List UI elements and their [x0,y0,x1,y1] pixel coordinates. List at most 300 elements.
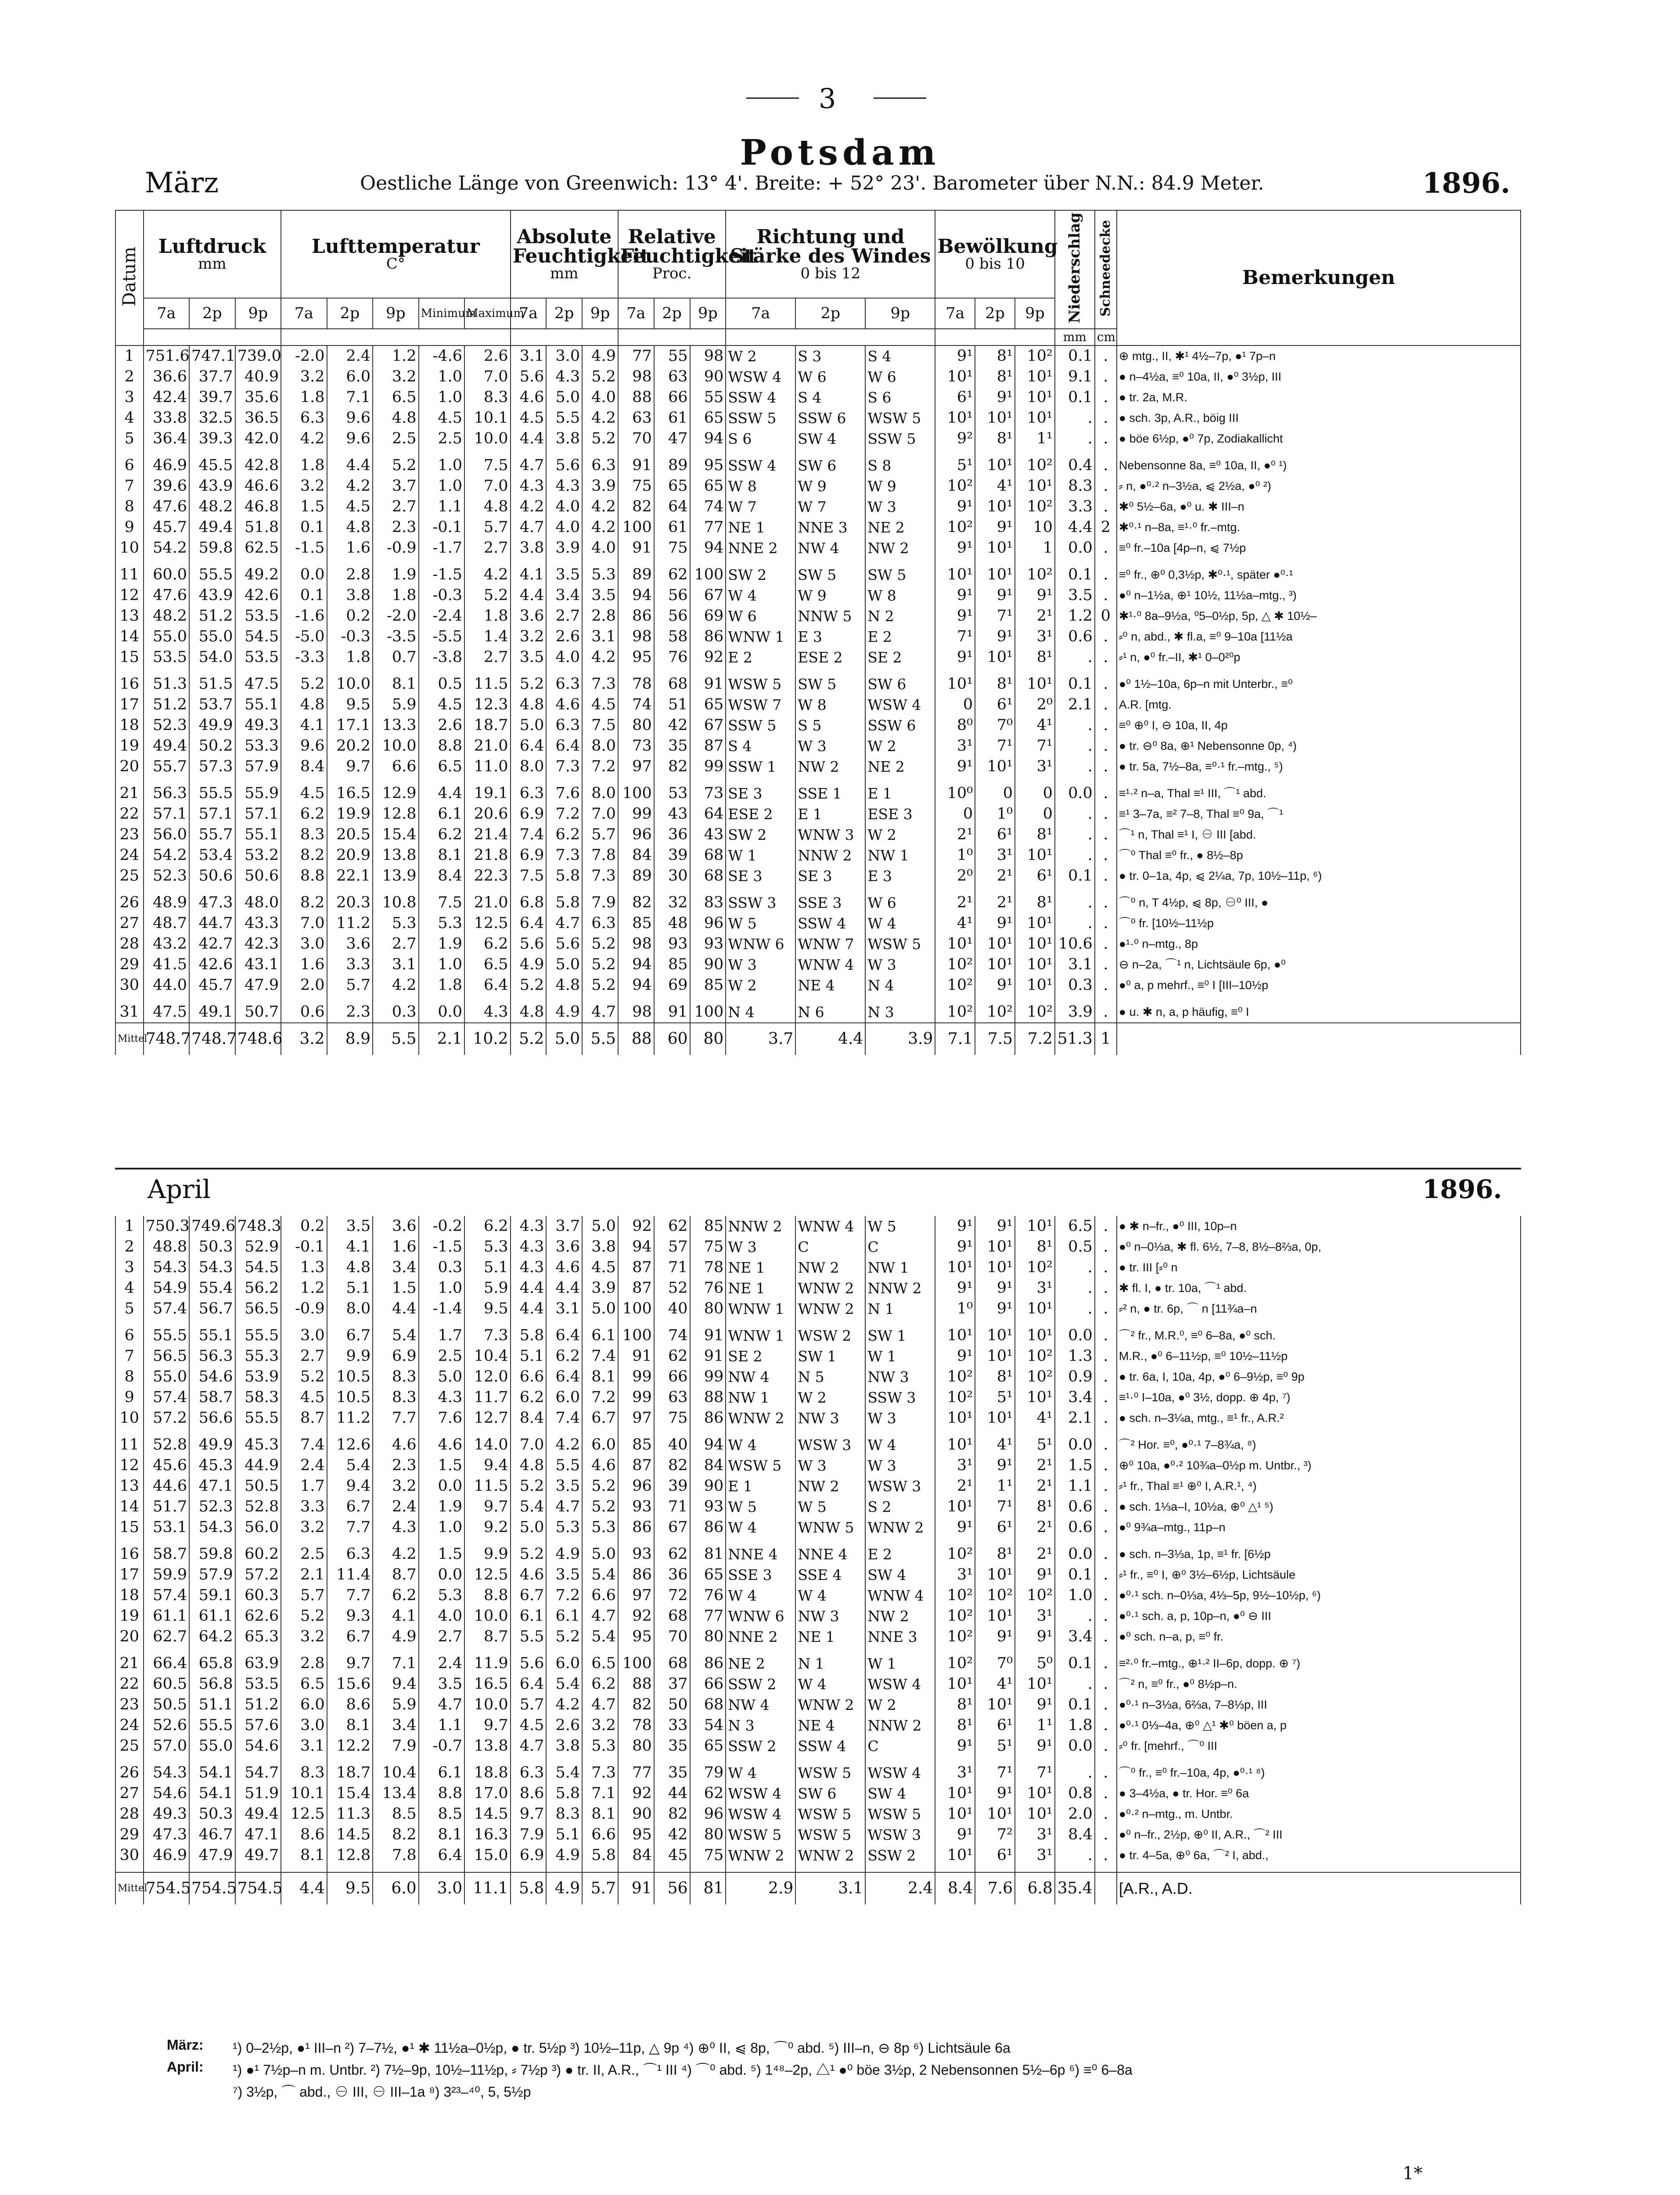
pressure-cell: 40.9 [235,367,281,387]
pressure-cell: 51.9 [235,1783,281,1804]
remarks-cell: ⌒² fr., M.R.⁰, ≡⁰ 6–8a, ●⁰ sch. [1117,1325,1521,1346]
rel-humidity-cell: 77 [690,517,726,538]
wind-cell: SW 2 [726,565,795,585]
wind-cell: W 9 [795,476,865,497]
table-row [115,674,1521,694]
pressure-cell: 55.9 [235,783,281,804]
date-cell: 13 [115,606,144,626]
rel-humidity-cell: 82 [654,1455,690,1476]
abs-humidity-cell: 6.9 [511,1845,547,1872]
cloud-cell: 9¹ [1015,1736,1055,1763]
cloud-cell: 3¹ [1015,1824,1055,1845]
wind-cell: SSW 2 [726,1736,795,1763]
pressure-cell: 50.3 [189,1804,235,1824]
temperature-cell: 2.7 [464,538,511,565]
temperature-cell: -2.0 [281,345,327,367]
rel-humidity-cell: 98 [618,367,654,387]
cloud-cell: 7¹ [935,626,975,647]
mean-row [115,1872,1521,1904]
abs-humidity-cell: 6.7 [582,1408,618,1435]
temperature-cell: 2.5 [373,428,418,455]
temperature-cell: 13.8 [464,1736,511,1763]
snow-cell: . [1095,408,1117,428]
table-row [115,1695,1521,1715]
temperature-cell: 5.1 [327,1278,373,1299]
temperature-cell: 1.3 [281,1257,327,1278]
abs-humidity-cell: 4.2 [546,1435,582,1455]
snow-cell: . [1095,538,1117,565]
precipitation-cell: 0.1 [1055,674,1095,694]
remarks-cell: ≡⁰ ⊕⁰ I, ⊖ 10a, II, 4p [1117,715,1521,736]
snow-cell: . [1095,1606,1117,1626]
temperature-cell: 4.8 [281,694,327,715]
temperature-cell: 2.7 [419,1626,465,1653]
snow-cell: . [1095,1455,1117,1476]
abs-humidity-cell: 5.5 [546,1455,582,1476]
rel-humidity-cell: 82 [618,1695,654,1715]
temperature-cell: 8.5 [373,1804,419,1824]
remarks-cell: ● tr. 0–1a, 4p, ⩿ 2¼a, 7p, 10½–11p, ⁶) [1117,866,1521,892]
rel-humidity-cell: 64 [654,497,690,517]
wind-cell: NW 2 [795,1476,865,1497]
cloud-cell: 10¹ [1015,975,1055,1002]
rel-humidity-cell: 86 [690,1517,726,1544]
pressure-cell: 48.9 [144,892,189,913]
observation-table-april [115,1216,1521,1904]
cloud-cell: 9¹ [935,538,975,565]
rel-humidity-cell: 91 [690,1346,726,1367]
wind-cell: WSW 3 [795,1435,865,1455]
cloud-cell: 10² [935,1585,975,1606]
mean-remarks: [A.R., A.D. [1117,1872,1521,1904]
abs-humidity-cell: 5.2 [511,975,547,1002]
wind-cell: WNW 4 [795,954,865,975]
observation-table-march [115,210,1521,1055]
cloud-cell: 10¹ [975,1346,1015,1367]
cloud-cell: 10² [1015,345,1055,367]
temperature-cell: 2.0 [281,975,327,1002]
rel-humidity-cell: 65 [690,408,726,428]
pressure-cell: 55.5 [189,565,235,585]
rel-humidity-cell: 92 [690,647,726,674]
mean-cloud: 8.4 [935,1872,975,1904]
temperature-cell: 1.2 [281,1278,327,1299]
rel-humidity-cell: 95 [690,455,726,476]
rel-humidity-cell: 96 [690,913,726,934]
pressure-cell: 52.6 [144,1715,190,1736]
rel-humidity-cell: 32 [654,892,690,913]
abs-humidity-cell: 6.1 [582,1325,618,1346]
cloud-cell: 10¹ [1015,1325,1055,1346]
temperature-cell: 6.5 [464,954,511,975]
precipitation-cell: 8.3 [1055,476,1095,497]
year-label: 1896. [1422,167,1511,200]
temperature-cell: 2.7 [373,934,418,954]
date-cell: 5 [115,428,144,455]
abs-humidity-cell: 4.7 [511,517,547,538]
temperature-cell: 1.8 [281,387,327,408]
table-row [115,1626,1521,1653]
mean-temperature: 9.5 [327,1872,373,1904]
temperature-cell: 8.3 [373,1367,419,1387]
temperature-cell: 18.7 [464,715,511,736]
date-cell: 28 [115,934,144,954]
temperature-cell: 0.1 [281,585,327,606]
temperature-cell: -0.7 [419,1736,465,1763]
temperature-cell: 3.1 [373,954,418,975]
wind-cell: NW 2 [865,1606,935,1626]
abs-humidity-cell: 9.7 [511,1804,547,1824]
pressure-cell: 57.1 [144,804,189,824]
precipitation-cell: 1.8 [1055,1715,1095,1736]
remarks-cell: ●⁰ n–fr., 2½p, ⊕⁰ II, A.R., ⌒² III [1117,1824,1521,1845]
wind-cell: W 4 [726,585,795,606]
rel-humidity-cell: 80 [618,715,654,736]
abs-humidity-cell: 4.4 [511,1278,547,1299]
cloud-cell: 8¹ [975,1367,1015,1387]
precipitation-cell: 0.6 [1055,1517,1095,1544]
rel-humidity-cell: 80 [618,1736,654,1763]
abs-humidity-cell: 5.8 [546,866,582,892]
total-precipitation: 35.4 [1055,1872,1095,1904]
abs-humidity-cell: 5.2 [511,674,547,694]
remarks-cell: ●⁰ a, p mehrf., ≡⁰ I [III–10½p [1117,975,1521,1002]
pressure-cell: 57.3 [189,756,235,783]
precipitation-cell: 3.1 [1055,954,1095,975]
abs-humidity-cell: 3.8 [582,1237,618,1257]
rel-humidity-cell: 55 [690,387,726,408]
abs-humidity-cell: 6.4 [546,1367,582,1387]
cloud-cell: 10² [975,1585,1015,1606]
wind-cell: W 4 [795,1585,865,1606]
cloud-cell: 9¹ [975,517,1015,538]
mean-temperature: 10.2 [464,1023,511,1055]
temperature-cell: -3.5 [373,626,418,647]
date-cell: 14 [115,626,144,647]
pressure-cell: 52.3 [189,1497,235,1517]
pressure-cell: 53.9 [235,1367,281,1387]
rel-humidity-cell: 90 [690,1476,726,1497]
temperature-cell: 1.5 [419,1544,465,1565]
year-label-april: 1896. [1422,1174,1502,1204]
temperature-cell: 19.1 [464,783,511,804]
cloud-cell: 6¹ [975,1517,1015,1544]
temperature-cell: 2.3 [327,1002,373,1023]
wind-cell: ESE 2 [726,804,795,824]
pressure-cell: 45.7 [189,975,235,1002]
temperature-cell: 6.7 [327,1325,373,1346]
wind-cell: NNE 2 [726,538,795,565]
remarks-cell: ● sch. n–3¼a, mtg., ≡¹ fr., A.R.² [1117,1408,1521,1435]
cloud-cell: 1¹ [1015,428,1055,455]
wind-cell: W 3 [726,1237,795,1257]
temperature-cell: 9.7 [327,1653,373,1674]
rel-humidity-cell: 62 [654,565,690,585]
temperature-cell: 1.1 [419,497,464,517]
precipitation-cell: 0.1 [1055,866,1095,892]
rel-humidity-cell: 68 [690,866,726,892]
abs-humidity-cell: 7.3 [582,1763,618,1783]
rel-humidity-cell: 65 [654,476,690,497]
abs-humidity-cell: 2.6 [546,626,582,647]
table-row [115,1653,1521,1674]
mean-temperature: 3.2 [281,1023,327,1055]
temperature-cell: 7.7 [327,1517,373,1544]
snow-cell: . [1095,1695,1117,1715]
temperature-cell: -0.3 [419,585,464,606]
mean-remarks [1117,1023,1521,1055]
rel-humidity-cell: 74 [618,694,654,715]
temperature-cell: 8.2 [373,1824,419,1845]
temperature-cell: 9.6 [281,736,327,756]
cloud-cell: 9¹ [975,1299,1015,1325]
table-row [115,1565,1521,1585]
remarks-cell: ●⁰·¹ sch. n–0⅓a, 4⅓–5p, 9½–10½p, ⁶) [1117,1585,1521,1606]
temperature-cell: 2.4 [281,1455,327,1476]
table-row [115,845,1521,866]
wind-cell: S 4 [865,345,935,367]
wind-cell: SW 1 [865,1325,935,1346]
rel-humidity-cell: 75 [618,476,654,497]
wind-cell: S 5 [795,715,865,736]
wind-cell: W 4 [726,1763,795,1783]
temperature-cell: 20.2 [327,736,373,756]
pressure-cell: 57.2 [144,1408,190,1435]
wind-cell: C [865,1736,935,1763]
rel-humidity-cell: 100 [618,517,654,538]
rel-humidity-cell: 63 [654,367,690,387]
temperature-cell: 9.9 [464,1544,511,1565]
abs-humidity-cell: 5.4 [546,1763,582,1783]
table-row [115,565,1521,585]
wind-cell: WNW 5 [795,1517,865,1544]
pressure-cell: 56.0 [144,824,189,845]
pressure-cell: 56.7 [189,1299,235,1325]
temperature-cell: 2.7 [464,647,511,674]
temperature-cell: 3.6 [373,1216,419,1237]
snow-cell: . [1095,1565,1117,1585]
pressure-cell: 51.1 [189,1695,235,1715]
abs-humidity-cell: 4.3 [511,1237,547,1257]
temperature-cell: 1.5 [419,1455,465,1476]
wind-cell: WNW 3 [795,824,865,845]
wind-cell: WNW 4 [795,1216,865,1237]
abs-humidity-cell: 3.0 [546,345,582,367]
pressure-cell: 58.3 [235,1387,281,1408]
abs-humidity-cell: 4.5 [511,1715,547,1736]
wind-cell: NNW 2 [726,1216,795,1237]
temperature-cell: 6.2 [464,1216,511,1237]
pressure-cell: 46.6 [235,476,281,497]
remarks-cell: ● 3–4½a, ● tr. Hor. ≡⁰ 6a [1117,1783,1521,1804]
abs-humidity-cell: 4.2 [582,517,618,538]
rel-humidity-cell: 94 [690,428,726,455]
wind-cell: NNE 4 [726,1544,795,1565]
temperature-cell: 4.3 [373,1517,419,1544]
wind-cell: W 2 [726,975,795,1002]
rel-humidity-cell: 97 [618,1585,654,1606]
cloud-cell: 6¹ [975,1845,1015,1872]
wind-cell: W 8 [865,585,935,606]
abs-humidity-cell: 8.0 [582,783,618,804]
rel-humidity-cell: 36 [654,1565,690,1585]
rel-humidity-cell: 30 [654,866,690,892]
rel-humidity-cell: 89 [618,565,654,585]
temperature-cell: 3.4 [373,1257,419,1278]
abs-humidity-cell: 4.1 [511,565,547,585]
abs-humidity-cell: 3.5 [546,1565,582,1585]
abs-humidity-cell: 4.7 [546,913,582,934]
temperature-cell: 11.7 [464,1387,511,1408]
cloud-cell: 10¹ [1015,934,1055,954]
cloud-cell: 6¹ [1015,866,1055,892]
wind-cell: N 4 [726,1002,795,1023]
cloud-cell: 10² [1015,1257,1055,1278]
cloud-cell: 10¹ [935,1497,975,1517]
wind-cell: W 8 [795,694,865,715]
snow-cell: . [1095,913,1117,934]
precipitation-cell: . [1055,715,1095,736]
cloud-cell: 2¹ [1015,606,1055,626]
temperature-cell: 1.8 [419,975,464,1002]
abs-humidity-cell: 5.0 [582,1299,618,1325]
remarks-cell: ⸗ n, ●⁰·² n–3½a, ⩿ 2½a, ●⁰ ²) [1117,476,1521,497]
abs-humidity-cell: 6.8 [511,892,547,913]
mean-temperature: 8.9 [327,1023,373,1055]
cloud-cell: 3¹ [935,1455,975,1476]
cloud-cell: 10¹ [975,647,1015,674]
temperature-cell: 5.1 [464,1257,511,1278]
wind-cell: SSW 5 [726,408,795,428]
page-number: 3 [819,83,836,115]
pressure-cell: 57.1 [189,804,235,824]
temperature-cell: 4.8 [464,497,511,517]
wind-cell: W 4 [726,1585,795,1606]
abs-humidity-cell: 5.2 [582,367,618,387]
temperature-cell: 8.7 [464,1626,511,1653]
pressure-cell: 55.4 [189,1278,235,1299]
cloud-cell: 10¹ [1015,954,1055,975]
cloud-cell: 10¹ [935,408,975,428]
cloud-cell: 5¹ [935,455,975,476]
rel-humidity-cell: 87 [618,1257,654,1278]
wind-cell: WSW 2 [795,1325,865,1346]
temperature-cell: 1.7 [419,1325,465,1346]
precipitation-cell: 2.1 [1055,694,1095,715]
precipitation-cell: . [1055,845,1095,866]
wind-cell: S 6 [865,387,935,408]
abs-humidity-cell: 4.7 [546,1497,582,1517]
snow-cell: . [1095,476,1117,497]
remarks-cell: ●¹·⁰ n–mtg., 8p [1117,934,1521,954]
date-cell: 15 [115,647,144,674]
snow-cell: . [1095,1715,1117,1736]
date-cell: 16 [115,1544,144,1565]
rel-humidity-cell: 87 [618,1278,654,1299]
abs-humidity-cell: 5.0 [546,387,582,408]
temperature-cell: 4.2 [373,975,418,1002]
temperature-cell: 9.6 [327,408,373,428]
wind-cell: SW 4 [865,1783,935,1804]
remarks-cell: M.R., ●⁰ 6–11½p, ≡⁰ 10½–11½p [1117,1346,1521,1367]
pressure-cell: 55.0 [189,626,235,647]
pressure-cell: 55.0 [144,1367,190,1387]
table-row [115,954,1521,975]
remarks-cell: ●⁰ 1½–10a, 6p–n mit Unterbr., ≡⁰ [1117,674,1521,694]
temperature-cell: 8.4 [419,866,464,892]
remarks-cell: ● sch. 3p, A.R., böig III [1117,408,1521,428]
rel-humidity-cell: 99 [690,756,726,783]
rel-humidity-cell: 98 [618,626,654,647]
snow-cell: . [1095,1257,1117,1278]
pressure-cell: 44.9 [235,1455,281,1476]
pressure-cell: 52.8 [144,1435,190,1455]
rel-humidity-cell: 75 [690,1237,726,1257]
rel-humidity-cell: 68 [654,1606,690,1626]
pressure-cell: 54.6 [189,1367,235,1387]
table-row [115,1387,1521,1408]
cloud-cell: 0 [1015,783,1055,804]
abs-humidity-cell: 3.8 [511,538,547,565]
abs-humidity-cell: 4.8 [546,975,582,1002]
col-schneedecke: Schneedecke [1095,210,1117,329]
unit-header-row: mm cm [115,329,1521,345]
wind-cell: ESE 2 [795,647,865,674]
precipitation-cell: 0.0 [1055,1736,1095,1763]
temperature-cell: 1.7 [281,1476,327,1497]
temperature-cell: 2.5 [419,428,464,455]
pressure-cell: 50.5 [235,1476,281,1497]
date-cell: 20 [115,1626,144,1653]
temperature-cell: 22.3 [464,866,511,892]
temperature-cell: 2.8 [281,1653,327,1674]
rel-humidity-cell: 87 [618,1455,654,1476]
cloud-cell: 4¹ [975,1435,1015,1455]
mean-temperature: 6.0 [373,1872,419,1904]
wind-cell: E 2 [726,647,795,674]
cloud-cell: 9¹ [975,626,1015,647]
date-cell: 29 [115,954,144,975]
rel-humidity-cell: 89 [654,455,690,476]
pressure-cell: 54.2 [144,538,189,565]
rel-humidity-cell: 74 [654,1325,690,1346]
pressure-cell: 55.7 [189,824,235,845]
cloud-cell: 10² [935,517,975,538]
pressure-cell: 49.1 [189,1002,235,1023]
abs-humidity-cell: 2.8 [582,606,618,626]
remarks-cell: ● böe 6½p, ●⁰ 7p, Zodiakallicht [1117,428,1521,455]
cloud-cell: 10¹ [1015,367,1055,387]
temperature-cell: 6.5 [281,1674,327,1695]
temperature-cell: 0.7 [373,647,418,674]
snow-cell: . [1095,565,1117,585]
date-cell: 9 [115,1387,144,1408]
temperature-cell: 1.9 [373,565,418,585]
wind-cell: SW 6 [795,1783,865,1804]
wind-cell: NW 1 [865,1257,935,1278]
temperature-cell: 3.3 [327,954,373,975]
abs-humidity-cell: 5.2 [582,934,618,954]
rel-humidity-cell: 94 [690,538,726,565]
mean-temperature: 4.4 [281,1872,327,1904]
temperature-cell: 1.6 [281,954,327,975]
cloud-cell: 9¹ [935,1824,975,1845]
wind-cell: N 3 [726,1715,795,1736]
pressure-cell: 42.3 [235,934,281,954]
wind-cell: SW 4 [865,1565,935,1585]
precipitation-cell: . [1055,736,1095,756]
wind-cell: W 9 [795,585,865,606]
